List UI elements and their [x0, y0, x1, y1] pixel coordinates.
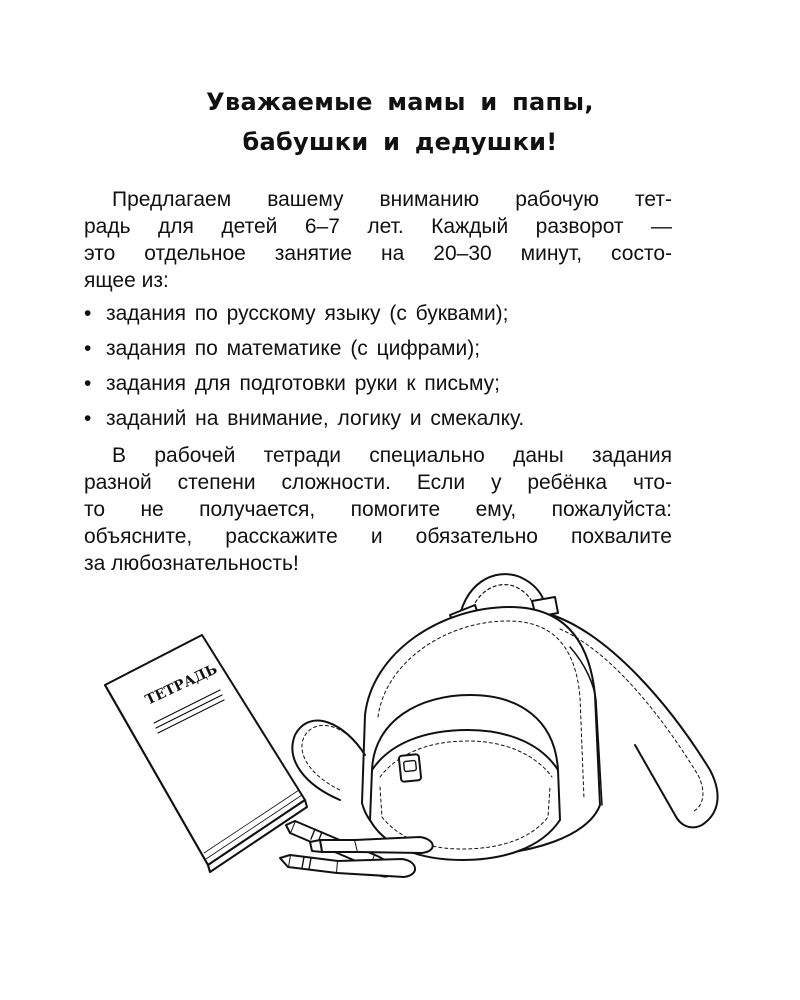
closing-line: разной степени сложности. Если у ребёнка что-: [84, 471, 672, 494]
intro-line: ящее из:: [84, 269, 169, 292]
task-list: [84, 300, 684, 440]
closing-line: за любознательность!: [84, 552, 299, 575]
bullet-icon: •: [84, 337, 92, 360]
closing-line: объясните, расскажите и обязательно похвалите: [84, 525, 672, 548]
list-item: [84, 370, 684, 405]
page-title-line-2: бабушки и дедушки!: [242, 128, 558, 156]
bullet-icon: •: [84, 407, 92, 430]
page-title-line-1: Уважаемые мамы и папы,: [206, 88, 594, 116]
intro-paragraph: [84, 186, 672, 294]
backpack-icon: [292, 574, 717, 860]
list-item: [84, 405, 684, 440]
bullet-icon: •: [84, 372, 92, 395]
list-item-text: задания по русскому языку (с буквами);: [106, 302, 509, 325]
school-supplies-illustration: [90, 555, 750, 905]
closing-line: то не получается, помогите ему, пожалуйста:: [84, 498, 672, 521]
list-item-text: заданий на внимание, логику и смекалку.: [106, 407, 525, 430]
bullet-icon: •: [84, 302, 92, 325]
closing-line: В рабочей тетради специально даны задания: [112, 444, 672, 467]
list-item-text: задания для подготовки руки к письму;: [106, 372, 500, 395]
list-item-text: задания по математике (с цифрами);: [106, 337, 481, 360]
intro-line: радь для детей 6–7 лет. Каждый разворот —: [84, 215, 672, 238]
intro-line: это отдельное занятие на 20–30 минут, состо-: [84, 242, 672, 265]
list-item: [84, 335, 684, 370]
list-item: [84, 300, 684, 335]
intro-line: Предлагаем вашему вниманию рабочую тет-: [112, 188, 672, 211]
notebook-label: ТЕТРАДЬ: [142, 661, 220, 709]
notebook-icon: [105, 635, 307, 872]
